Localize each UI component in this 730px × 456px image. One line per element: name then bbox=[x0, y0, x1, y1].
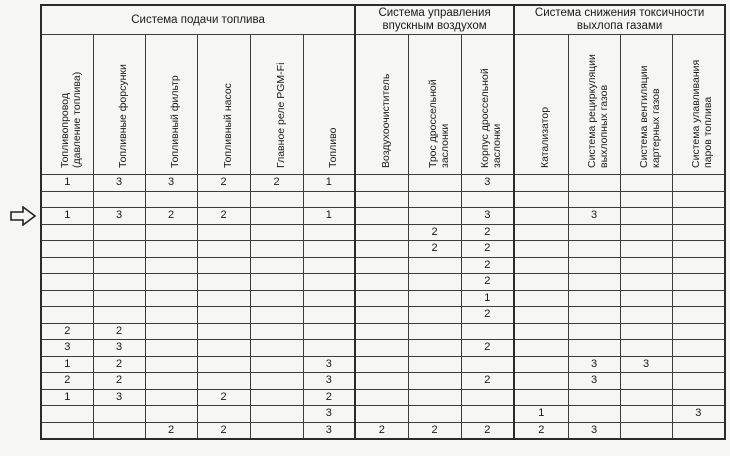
table-cell: 2 bbox=[303, 389, 355, 406]
table-cell bbox=[672, 274, 725, 291]
table-cell bbox=[620, 274, 672, 291]
table-row bbox=[41, 307, 725, 324]
table-cell bbox=[93, 191, 145, 208]
table-cell bbox=[145, 323, 197, 340]
table-cell bbox=[568, 191, 620, 208]
column-header-line: Топливные форсунки bbox=[117, 64, 129, 168]
table-cell bbox=[355, 208, 408, 225]
table-cell bbox=[250, 389, 303, 406]
column-header-line: выхлопных газов bbox=[598, 84, 611, 168]
table-cell bbox=[408, 340, 461, 357]
table-cell bbox=[620, 323, 672, 340]
table-cell: 2 bbox=[197, 389, 250, 406]
column-header-label bbox=[117, 64, 129, 168]
column-header-line: (давление топлива) bbox=[71, 71, 84, 168]
table-cell: 2 bbox=[93, 323, 145, 340]
table-cell bbox=[514, 323, 568, 340]
column-header bbox=[568, 35, 620, 175]
table-cell: 3 bbox=[41, 340, 93, 357]
table-cell bbox=[408, 389, 461, 406]
column-header bbox=[93, 35, 145, 175]
column-header bbox=[197, 35, 250, 175]
table-cell bbox=[250, 191, 303, 208]
table-cell bbox=[303, 307, 355, 324]
table-cell bbox=[197, 274, 250, 291]
table-cell bbox=[514, 373, 568, 390]
table-cell bbox=[145, 340, 197, 357]
table-cell bbox=[355, 191, 408, 208]
table-cell bbox=[197, 406, 250, 423]
table-cell bbox=[461, 406, 514, 423]
column-header bbox=[41, 35, 93, 175]
table-cell: 2 bbox=[408, 422, 461, 439]
table-cell bbox=[620, 191, 672, 208]
table-cell: 2 bbox=[461, 422, 514, 439]
table-cell bbox=[355, 389, 408, 406]
table-cell: 3 bbox=[303, 373, 355, 390]
table-cell bbox=[355, 257, 408, 274]
table-cell: 1 bbox=[461, 290, 514, 307]
column-header-label bbox=[380, 74, 392, 168]
table-cell bbox=[250, 307, 303, 324]
table-cell: 1 bbox=[41, 175, 93, 192]
table-row bbox=[41, 389, 725, 406]
table-cell bbox=[408, 257, 461, 274]
table-cell bbox=[250, 340, 303, 357]
table-cell: 2 bbox=[197, 175, 250, 192]
table-cell: 2 bbox=[145, 208, 197, 225]
table-cell: 3 bbox=[303, 356, 355, 373]
column-header-line: Система улавливания bbox=[690, 59, 703, 168]
table-cell: 3 bbox=[568, 356, 620, 373]
column-header-row bbox=[41, 35, 725, 175]
group-header-emission-system: Система снижения токсичности выхлопа газами bbox=[514, 5, 725, 35]
table-cell bbox=[303, 323, 355, 340]
table-cell bbox=[672, 191, 725, 208]
table-row bbox=[41, 290, 725, 307]
table-cell: 3 bbox=[568, 422, 620, 439]
table-cell bbox=[250, 208, 303, 225]
table-cell bbox=[514, 191, 568, 208]
table-row bbox=[41, 257, 725, 274]
table-cell: 3 bbox=[93, 389, 145, 406]
table-cell bbox=[93, 422, 145, 439]
column-header-line: Топливо bbox=[326, 127, 339, 168]
table-cell bbox=[197, 257, 250, 274]
column-header bbox=[145, 35, 197, 175]
table-cell bbox=[250, 406, 303, 423]
table-cell bbox=[145, 373, 197, 390]
table-cell bbox=[145, 241, 197, 258]
table-cell bbox=[93, 257, 145, 274]
table-cell bbox=[408, 208, 461, 225]
table-cell bbox=[672, 340, 725, 357]
table-cell bbox=[355, 340, 408, 357]
column-header-label bbox=[690, 60, 714, 168]
table-cell bbox=[303, 241, 355, 258]
table-cell: 3 bbox=[93, 340, 145, 357]
table-cell bbox=[620, 175, 672, 192]
table-row bbox=[41, 356, 725, 373]
table-cell bbox=[672, 323, 725, 340]
table-cell bbox=[620, 373, 672, 390]
table-cell bbox=[197, 356, 250, 373]
table-cell bbox=[303, 224, 355, 241]
symptom-table bbox=[40, 4, 726, 440]
table-cell bbox=[93, 406, 145, 423]
table-cell bbox=[41, 274, 93, 291]
column-header-line: Трос дроссельной bbox=[426, 79, 439, 168]
table-cell: 2 bbox=[250, 175, 303, 192]
table-cell: 2 bbox=[93, 373, 145, 390]
table-cell: 2 bbox=[461, 340, 514, 357]
table-cell bbox=[250, 323, 303, 340]
table-cell bbox=[568, 340, 620, 357]
table-cell bbox=[408, 356, 461, 373]
table-cell bbox=[620, 406, 672, 423]
table-cell bbox=[145, 389, 197, 406]
column-header-label bbox=[427, 79, 451, 168]
table-cell: 3 bbox=[461, 208, 514, 225]
column-header-label bbox=[586, 54, 610, 168]
table-cell bbox=[461, 323, 514, 340]
table-cell bbox=[93, 290, 145, 307]
table-cell bbox=[672, 422, 725, 439]
table-cell bbox=[672, 307, 725, 324]
table-cell bbox=[250, 356, 303, 373]
table-cell bbox=[514, 274, 568, 291]
table-cell bbox=[197, 224, 250, 241]
table-cell: 3 bbox=[620, 356, 672, 373]
table-row bbox=[41, 373, 725, 390]
table-cell bbox=[93, 224, 145, 241]
table-cell bbox=[250, 224, 303, 241]
table-cell bbox=[41, 290, 93, 307]
table-row bbox=[41, 274, 725, 291]
table-cell bbox=[145, 307, 197, 324]
column-header-label bbox=[222, 83, 234, 168]
table-cell bbox=[303, 274, 355, 291]
column-header bbox=[250, 35, 303, 175]
table-cell bbox=[93, 307, 145, 324]
column-header-label bbox=[638, 65, 662, 168]
table-cell bbox=[355, 356, 408, 373]
table-cell: 1 bbox=[41, 208, 93, 225]
table-cell bbox=[514, 340, 568, 357]
table-cell bbox=[514, 208, 568, 225]
table-cell: 2 bbox=[461, 241, 514, 258]
column-header-line: заслонки bbox=[491, 123, 504, 168]
table-cell: 3 bbox=[303, 406, 355, 423]
table-cell bbox=[250, 241, 303, 258]
column-header-label bbox=[169, 75, 181, 168]
table-cell bbox=[620, 307, 672, 324]
table-cell bbox=[41, 191, 93, 208]
table-cell: 3 bbox=[145, 175, 197, 192]
table-row bbox=[41, 323, 725, 340]
table-cell: 2 bbox=[461, 373, 514, 390]
table-cell: 2 bbox=[41, 323, 93, 340]
table-cell bbox=[41, 307, 93, 324]
table-cell bbox=[145, 191, 197, 208]
table-cell bbox=[145, 356, 197, 373]
column-header-line: заслонки bbox=[438, 123, 451, 168]
group-header-air-intake-system: Система управления впускным воздухом bbox=[355, 5, 514, 35]
table-cell bbox=[514, 307, 568, 324]
table-cell bbox=[145, 274, 197, 291]
table-cell bbox=[355, 241, 408, 258]
table-cell bbox=[620, 340, 672, 357]
table-cell: 2 bbox=[461, 257, 514, 274]
table-cell bbox=[303, 340, 355, 357]
column-header bbox=[461, 35, 514, 175]
table-cell bbox=[461, 389, 514, 406]
column-header-line: Система рециркуляции bbox=[586, 54, 599, 168]
table-cell: 2 bbox=[408, 224, 461, 241]
table-cell bbox=[41, 257, 93, 274]
column-header-line: Топливный фильтр bbox=[169, 75, 181, 168]
column-header-line: Топливопровод bbox=[59, 93, 72, 168]
table-cell: 1 bbox=[514, 406, 568, 423]
table-cell bbox=[145, 257, 197, 274]
table-row bbox=[41, 208, 725, 225]
column-header-line: картерных газов bbox=[650, 88, 663, 168]
table-cell: 2 bbox=[93, 356, 145, 373]
table-cell: 2 bbox=[461, 307, 514, 324]
table-cell bbox=[568, 274, 620, 291]
table-cell: 3 bbox=[461, 175, 514, 192]
table-cell bbox=[355, 373, 408, 390]
table-cell bbox=[514, 389, 568, 406]
table-cell: 2 bbox=[145, 422, 197, 439]
table-cell bbox=[672, 208, 725, 225]
table-cell bbox=[568, 290, 620, 307]
table-cell bbox=[568, 175, 620, 192]
table-cell bbox=[568, 323, 620, 340]
column-header-line: Главное реле PGM-Fi bbox=[274, 62, 287, 168]
table-cell bbox=[197, 323, 250, 340]
table-row bbox=[41, 191, 725, 208]
table-cell bbox=[250, 422, 303, 439]
table-cell bbox=[41, 406, 93, 423]
table-cell: 2 bbox=[355, 422, 408, 439]
column-header bbox=[408, 35, 461, 175]
table-cell bbox=[620, 257, 672, 274]
table-cell bbox=[303, 257, 355, 274]
column-header bbox=[355, 35, 408, 175]
table-cell bbox=[197, 307, 250, 324]
table-cell: 3 bbox=[568, 208, 620, 225]
table-cell bbox=[197, 241, 250, 258]
table-cell bbox=[620, 224, 672, 241]
table-cell bbox=[514, 175, 568, 192]
table-cell bbox=[672, 224, 725, 241]
table-cell: 1 bbox=[41, 389, 93, 406]
column-header-line: Воздухоочиститель bbox=[379, 73, 392, 168]
table-cell bbox=[41, 224, 93, 241]
table-cell bbox=[355, 406, 408, 423]
table-row bbox=[41, 340, 725, 357]
column-header-label bbox=[479, 68, 503, 168]
table-cell bbox=[672, 389, 725, 406]
table-cell bbox=[197, 373, 250, 390]
table-cell bbox=[303, 191, 355, 208]
table-cell bbox=[145, 290, 197, 307]
column-header bbox=[303, 35, 355, 175]
column-header-line: Корпус дроссельной bbox=[479, 68, 492, 168]
table-cell bbox=[145, 406, 197, 423]
table-cell bbox=[355, 224, 408, 241]
table-cell bbox=[620, 389, 672, 406]
table-cell: 2 bbox=[461, 274, 514, 291]
table-cell: 2 bbox=[514, 422, 568, 439]
table-cell bbox=[672, 241, 725, 258]
table-row bbox=[41, 175, 725, 192]
table-cell bbox=[620, 208, 672, 225]
table-cell: 3 bbox=[93, 208, 145, 225]
table-cell bbox=[197, 340, 250, 357]
table-cell bbox=[197, 290, 250, 307]
table-cell bbox=[145, 224, 197, 241]
column-header-label bbox=[539, 107, 551, 168]
table-cell bbox=[514, 290, 568, 307]
table-cell bbox=[250, 290, 303, 307]
table-cell: 1 bbox=[41, 356, 93, 373]
table-cell bbox=[514, 257, 568, 274]
table-cell bbox=[672, 257, 725, 274]
table-cell bbox=[620, 290, 672, 307]
table-cell: 2 bbox=[197, 422, 250, 439]
table-cell bbox=[408, 175, 461, 192]
table-cell bbox=[568, 241, 620, 258]
table-cell bbox=[408, 307, 461, 324]
column-header-line: Система вентиляции bbox=[638, 65, 651, 168]
table-cell bbox=[672, 356, 725, 373]
table-cell bbox=[355, 307, 408, 324]
table-cell bbox=[514, 356, 568, 373]
table-cell bbox=[408, 373, 461, 390]
column-header bbox=[514, 35, 568, 175]
table-cell bbox=[93, 241, 145, 258]
table-cell bbox=[568, 389, 620, 406]
table-body bbox=[41, 175, 725, 440]
table-cell bbox=[408, 274, 461, 291]
table-cell bbox=[408, 406, 461, 423]
table-cell bbox=[672, 290, 725, 307]
group-header-row bbox=[41, 5, 725, 35]
table-cell bbox=[355, 274, 408, 291]
table-cell: 1 bbox=[303, 175, 355, 192]
table-cell bbox=[197, 191, 250, 208]
table-cell bbox=[568, 406, 620, 423]
table-row bbox=[41, 406, 725, 423]
table-cell bbox=[41, 422, 93, 439]
column-header-line: Топливный насос bbox=[221, 83, 234, 168]
table-cell: 3 bbox=[303, 422, 355, 439]
table-cell bbox=[461, 356, 514, 373]
column-header bbox=[620, 35, 672, 175]
column-header-line: паров топлива bbox=[702, 96, 715, 168]
table-row bbox=[41, 224, 725, 241]
table-cell bbox=[568, 224, 620, 241]
table-cell: 2 bbox=[408, 241, 461, 258]
table-cell bbox=[514, 224, 568, 241]
column-header-label bbox=[275, 63, 287, 168]
table-cell bbox=[672, 373, 725, 390]
table-cell bbox=[408, 323, 461, 340]
table-row bbox=[41, 422, 725, 439]
table-cell bbox=[355, 323, 408, 340]
table-cell: 3 bbox=[672, 406, 725, 423]
table-row bbox=[41, 241, 725, 258]
column-header-label bbox=[59, 72, 83, 168]
table-cell bbox=[408, 290, 461, 307]
arrow-right-outline-icon bbox=[10, 206, 36, 226]
column-header bbox=[672, 35, 725, 175]
table-cell: 3 bbox=[93, 175, 145, 192]
table-cell bbox=[250, 274, 303, 291]
table-cell bbox=[620, 241, 672, 258]
table-cell bbox=[41, 241, 93, 258]
table-cell bbox=[408, 191, 461, 208]
table-cell bbox=[620, 422, 672, 439]
table-cell: 2 bbox=[197, 208, 250, 225]
table-cell bbox=[568, 307, 620, 324]
table-cell bbox=[355, 175, 408, 192]
table-cell bbox=[355, 290, 408, 307]
table-cell bbox=[250, 373, 303, 390]
table-cell: 1 bbox=[303, 208, 355, 225]
table-cell: 2 bbox=[41, 373, 93, 390]
table-cell: 2 bbox=[461, 224, 514, 241]
table-cell bbox=[93, 274, 145, 291]
table-cell bbox=[672, 175, 725, 192]
table-cell bbox=[250, 257, 303, 274]
table-cell bbox=[461, 191, 514, 208]
table-cell bbox=[568, 257, 620, 274]
column-header-line: Катализатор bbox=[539, 106, 552, 168]
group-header-fuel-system: Система подачи топлива bbox=[41, 5, 355, 35]
table-cell: 3 bbox=[568, 373, 620, 390]
table-cell bbox=[514, 241, 568, 258]
table-cell bbox=[303, 290, 355, 307]
column-header-label bbox=[327, 128, 339, 168]
